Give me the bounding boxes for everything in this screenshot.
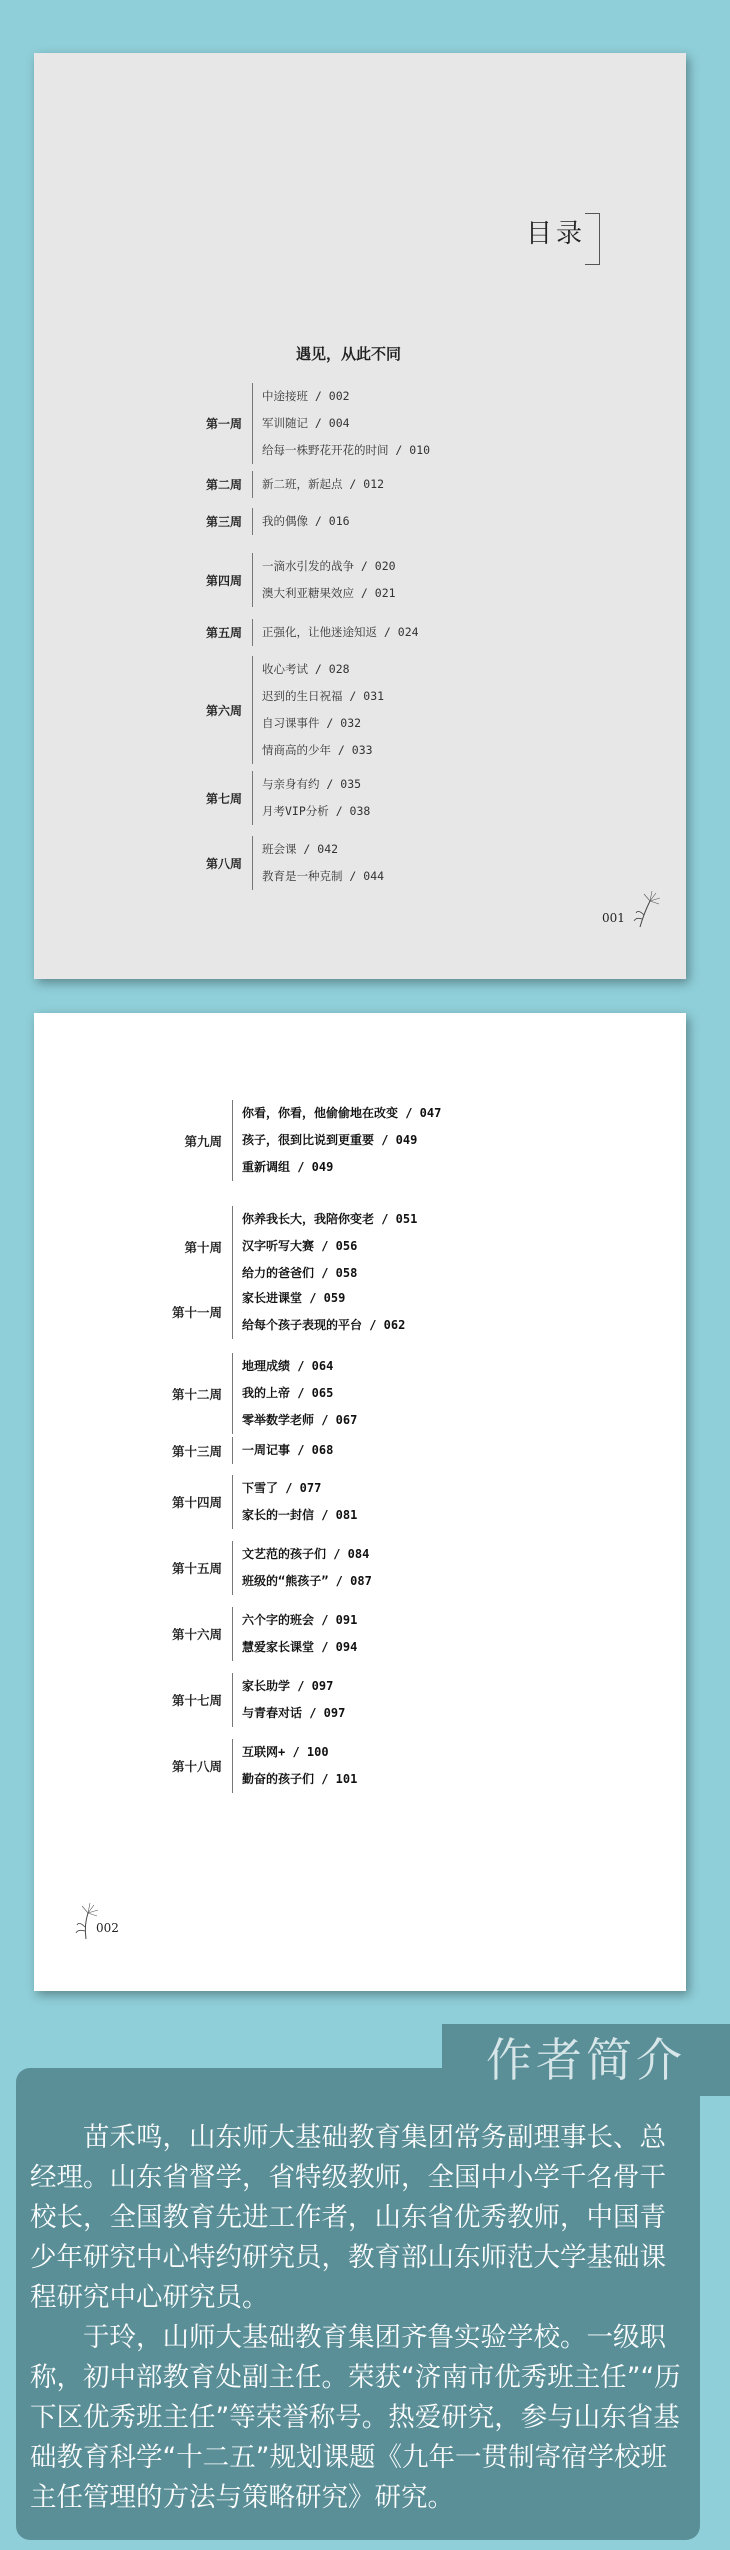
week-label: 第九周 <box>184 1133 222 1149</box>
toc-entry[interactable]: 正强化，让他迷途知返 / 024 <box>262 625 419 639</box>
toc-page-1 <box>34 53 686 979</box>
week-items <box>252 619 419 646</box>
toc-page-2 <box>34 1013 686 1991</box>
toc-entry[interactable]: 勤奋的孩子们 / 101 <box>242 1772 358 1786</box>
toc-entry[interactable]: 慧爱家长课堂 / 094 <box>242 1640 358 1654</box>
week-items <box>252 383 430 464</box>
week-items <box>252 471 384 498</box>
week-items <box>232 1437 333 1464</box>
toc-entry[interactable]: 班级的“熊孩子” / 087 <box>242 1574 372 1588</box>
toc-entry[interactable]: 孩子，很到比说到更重要 / 049 <box>242 1133 418 1147</box>
toc-week <box>130 1100 441 1181</box>
week-label: 第三周 <box>205 515 242 529</box>
week-items <box>232 1673 345 1727</box>
toc-entry[interactable]: 六个字的班会 / 091 <box>242 1613 358 1627</box>
week-label: 第二周 <box>205 478 242 492</box>
page-number: 001 <box>602 911 625 925</box>
toc-entry[interactable]: 你看，你看，他偷偷地在改变 / 047 <box>242 1106 442 1120</box>
week-label: 第五周 <box>205 626 242 640</box>
toc-entry[interactable]: 班会课 / 042 <box>262 842 339 856</box>
toc-entry[interactable]: 你养我长大，我陪你变老 / 051 <box>242 1212 418 1226</box>
week-label: 第十一周 <box>171 1305 222 1320</box>
toc-entry[interactable]: 给每一株野花开花的时间 / 010 <box>262 443 431 457</box>
title-bracket <box>585 213 600 265</box>
author-paragraph: 于玲，山师大基础教育集团齐鲁实验学校。一级职称，初中部教育处副主任。荣获“济南市优秀班主任”“历下区优秀班主任”等荣誉称号。热爱研究，参与山东省基础教育科学“十二五”规划课题《九年一贯制寄宿学校班主任管理的方法与策略研究》研究。 <box>30 2322 681 2513</box>
week-items <box>252 836 384 890</box>
week-items <box>232 1607 357 1661</box>
toc-entry[interactable]: 澳大利亚糖果效应 / 021 <box>262 586 396 600</box>
toc-entry[interactable]: 汉字听写大赛 / 056 <box>242 1239 358 1253</box>
week-items <box>252 771 370 825</box>
toc-entry[interactable]: 文艺范的孩子们 / 084 <box>242 1547 370 1561</box>
toc-entry[interactable]: 家长助学 / 097 <box>242 1679 334 1693</box>
toc-entry[interactable]: 家长的一封信 / 081 <box>242 1508 358 1522</box>
toc-week <box>172 836 384 890</box>
toc-week <box>130 1739 357 1793</box>
week-label: 第四周 <box>205 573 242 588</box>
toc-entry[interactable]: 家长进课堂 / 059 <box>242 1291 346 1305</box>
toc-entry[interactable]: 互联网+ / 100 <box>242 1745 329 1759</box>
week-label: 第十周 <box>184 1239 222 1255</box>
toc-entry[interactable]: 给力的爸爸们 / 058 <box>242 1266 358 1280</box>
toc-week <box>130 1206 417 1287</box>
toc-entry[interactable]: 自习课事件 / 032 <box>262 716 362 730</box>
toc-week <box>130 1285 405 1339</box>
toc-entry[interactable]: 收心考试 / 028 <box>262 662 350 676</box>
week-items <box>232 1285 405 1339</box>
toc-entry[interactable]: 军训随记 / 004 <box>262 416 350 430</box>
toc-entry[interactable]: 零举数学老师 / 067 <box>242 1413 358 1427</box>
week-items <box>252 656 384 764</box>
toc-title-text: 目录 <box>525 219 586 249</box>
toc-week <box>172 656 384 764</box>
toc-entry[interactable]: 重新调组 / 049 <box>242 1160 334 1174</box>
toc-entry[interactable]: 中途接班 / 002 <box>262 389 350 403</box>
week-label: 第一周 <box>205 417 242 431</box>
toc-entry[interactable]: 给每个孩子表现的平台 / 062 <box>242 1318 406 1332</box>
toc-entry[interactable]: 下雪了 / 077 <box>242 1481 322 1495</box>
week-label: 第十五周 <box>171 1561 222 1576</box>
toc-entry[interactable]: 教育是一种克制 / 044 <box>262 869 385 883</box>
week-items <box>232 1739 357 1793</box>
week-items <box>252 508 350 535</box>
toc-entry[interactable]: 月考VIP分析 / 038 <box>262 804 371 818</box>
week-label: 第十四周 <box>171 1495 222 1510</box>
toc-week <box>172 508 350 535</box>
dandelion-icon <box>630 889 664 929</box>
toc-subtitle: 遇见，从此不同 <box>296 345 402 363</box>
toc-entry[interactable]: 情商高的少年 / 033 <box>262 743 373 757</box>
toc-week <box>130 1475 357 1529</box>
toc-week <box>130 1607 357 1661</box>
week-items <box>252 553 396 607</box>
toc-week <box>130 1673 345 1727</box>
week-label: 第十八周 <box>171 1759 222 1774</box>
week-label: 第十七周 <box>171 1693 222 1708</box>
week-label: 第七周 <box>205 791 242 806</box>
page-number: 002 <box>96 1921 119 1935</box>
week-items <box>232 1206 417 1287</box>
toc-entry[interactable]: 一周记事 / 068 <box>242 1443 334 1457</box>
week-label: 第六周 <box>205 703 242 718</box>
toc-entry[interactable]: 与青春对话 / 097 <box>242 1706 346 1720</box>
toc-entry[interactable]: 地理成绩 / 064 <box>242 1359 334 1373</box>
toc-week <box>172 619 419 646</box>
toc-title <box>526 213 586 250</box>
week-label: 第十三周 <box>171 1443 222 1459</box>
week-items <box>232 1353 357 1434</box>
toc-entry[interactable]: 与亲身有约 / 035 <box>262 777 362 791</box>
toc-entry[interactable]: 迟到的生日祝福 / 031 <box>262 689 385 703</box>
toc-week <box>130 1353 357 1434</box>
author-paragraph: 苗禾鸣，山东师大基础教育集团常务副理事长、总经理。山东省督学，省特级教师，全国中小学千名骨干校长，全国教育先进工作者，山东省优秀教师，中国青少年研究中心特约研究员，教育部山东师范大学基础课程研究中心研究员。 <box>30 2122 666 2313</box>
toc-week <box>130 1437 333 1464</box>
toc-week <box>172 771 370 825</box>
toc-entry[interactable]: 一滴水引发的战争 / 020 <box>262 559 396 573</box>
week-items <box>232 1541 372 1595</box>
toc-entry[interactable]: 新二班，新起点 / 012 <box>262 477 385 491</box>
week-label: 第十六周 <box>171 1627 222 1642</box>
week-items <box>232 1475 357 1529</box>
author-intro-panel <box>16 2068 700 2540</box>
toc-week <box>172 471 384 498</box>
toc-week <box>172 383 430 464</box>
week-label: 第八周 <box>205 856 242 871</box>
week-label: 第十二周 <box>171 1386 222 1402</box>
toc-week <box>130 1541 372 1595</box>
week-items <box>232 1100 441 1181</box>
toc-entry[interactable]: 我的偶像 / 016 <box>262 514 350 528</box>
toc-entry[interactable]: 我的上帝 / 065 <box>242 1386 334 1400</box>
author-heading: 作者简介 <box>442 2024 730 2096</box>
toc-week <box>172 553 396 607</box>
